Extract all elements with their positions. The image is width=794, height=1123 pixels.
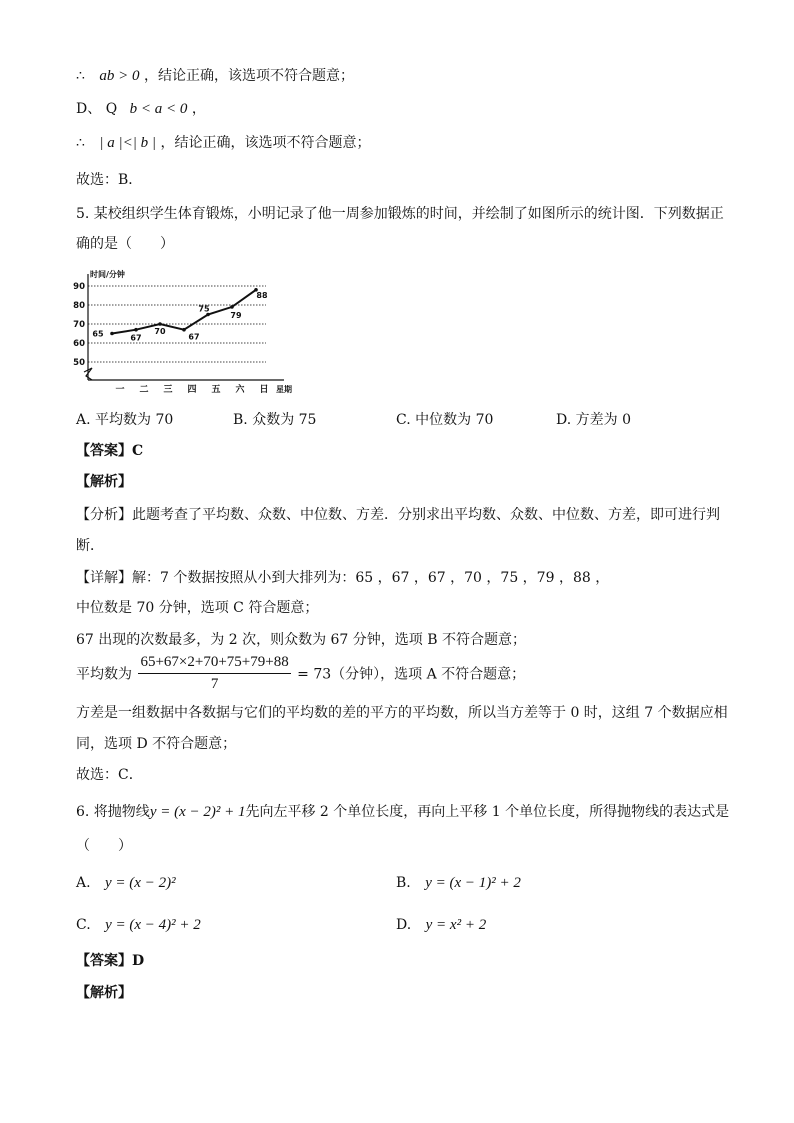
y-tick-label: 60: [73, 339, 85, 349]
x-axis-label: 星期: [276, 385, 292, 394]
option-expression: y = x² + 2: [425, 917, 487, 933]
q6-option-a: [76, 873, 176, 893]
data-label: 75: [198, 304, 210, 314]
fraction-denominator: 7: [210, 676, 219, 692]
data-label: 67: [188, 332, 200, 342]
chart-grid: [88, 286, 266, 362]
y-tick-label: 70: [73, 320, 85, 330]
q5-variance-2: 同，选项 D 不符合题意；: [76, 736, 237, 752]
x-tick-label: 六: [235, 385, 245, 395]
q5-variance-1: 方差是一组数据中各数据与它们的平均数的差的平方的平均数，所以当方差等于 0 时，这组 7 个数据应相: [76, 705, 728, 721]
line-text: ，结论正确，该选项不符合题意；: [143, 68, 354, 84]
exercise-time-line-chart: [70, 268, 310, 398]
y-tick-label: 80: [73, 301, 85, 311]
line-option-d: [76, 99, 206, 119]
q6-answer: 【答案】D: [76, 953, 145, 969]
q5-option-d: D. 方差为 0: [556, 412, 631, 428]
line-text: ，结论正确，该选项不符合题意；: [160, 135, 371, 151]
q5-detail-1: 【详解】解：7 个数据按照从小到大排列为：65 ，67 ，67 ，70 ，75 ，79 ，88 ，: [76, 570, 610, 586]
line-select-b: 故选：B．: [76, 172, 143, 188]
q6-option-d: [396, 915, 486, 935]
data-label: 88: [256, 290, 268, 300]
fraction-numerator: 65+67×2+70+75+79+88: [138, 654, 290, 674]
option-expression: y = (x − 1)² + 2: [425, 875, 521, 891]
option-expression: y = (x − 2)²: [105, 875, 176, 891]
q5-stem-2: 确的是（ ）: [76, 236, 174, 252]
option-label: D.: [396, 917, 412, 933]
q5-option-a: A. 平均数为 70: [76, 412, 174, 428]
because-symbol: Q: [105, 101, 118, 117]
line-ab-positive: [76, 66, 354, 86]
mean-suffix: = 73（分钟），选项 A 不符合题意；: [297, 666, 526, 683]
q5-mean-formula: [76, 654, 525, 693]
q6-stem-2: （ ）: [76, 838, 132, 854]
data-point: [110, 332, 114, 336]
math-abs: | a |<| b |: [99, 135, 156, 151]
q5-fenxi-1: 【分析】此题考查了平均数、众数、中位数、方差．分别求出平均数、众数、中位数、方差，即可进行判: [76, 507, 720, 523]
option-label: D、: [76, 101, 102, 117]
option-label: A.: [76, 875, 91, 891]
data-label: 65: [92, 329, 104, 339]
data-point: [230, 305, 234, 309]
option-label: B.: [396, 875, 411, 891]
y-axis-label: 时间/分钟: [90, 270, 125, 279]
q6-option-c: [76, 915, 201, 935]
chart-axes: [73, 269, 292, 395]
data-point: [134, 328, 138, 332]
q5-option-c: C. 中位数为 70: [396, 412, 494, 428]
y-tick-label: 90: [73, 282, 85, 292]
option-label: C.: [76, 917, 91, 933]
math-inequality: b < a < 0: [129, 101, 188, 117]
x-tick-label: 五: [211, 385, 221, 395]
x-tick-label: 二: [139, 385, 149, 395]
q5-stem-1: 5. 某校组织学生体育锻炼，小明记录了他一周参加锻炼的时间，并绘制了如图所示的统计图．下列数据正: [76, 206, 724, 222]
q6-analysis-heading: 【解析】: [76, 985, 132, 1001]
q6-stem-suffix: 先向左平移 2 个单位长度，再向上平移 1 个单位长度，所得抛物线的表达式是: [245, 804, 730, 820]
therefore-symbol: ∴: [76, 68, 85, 84]
line-abs: [76, 133, 370, 153]
q5-analysis-heading: 【解析】: [76, 474, 132, 490]
math-ab: ab > 0: [99, 68, 140, 84]
q5-option-b: B. 众数为 75: [233, 412, 317, 428]
line-text: ，: [191, 101, 206, 117]
data-point: [182, 328, 186, 332]
option-expression: y = (x − 4)² + 2: [105, 917, 201, 933]
q6-stem-prefix: 6. 将抛物线: [76, 804, 150, 820]
x-tick-label: 一: [115, 385, 125, 395]
therefore-symbol: ∴: [76, 135, 85, 151]
q5-fenxi-2: 断．: [76, 538, 104, 554]
y-tick-label: 50: [73, 358, 85, 368]
data-label: 70: [154, 327, 166, 336]
data-label: 79: [230, 310, 242, 320]
data-label: 67: [130, 333, 142, 343]
mean-prefix: 平均数为: [76, 666, 132, 683]
x-tick-label: 四: [187, 385, 197, 395]
q5-detail-3: 67 出现的次数最多，为 2 次，则众数为 67 分钟，选项 B 不符合题意；: [76, 632, 526, 648]
chart-series: [92, 288, 268, 343]
q5-select: 故选：C．: [76, 767, 143, 783]
q5-detail-2: 中位数是 70 分钟，选项 C 符合题意；: [76, 600, 319, 616]
q5-answer: 【答案】C: [76, 443, 144, 459]
x-tick-label: 三: [163, 385, 173, 395]
x-tick-label: 日: [259, 385, 269, 395]
q6-parabola: y = (x − 2)² + 1: [149, 804, 246, 820]
data-point: [158, 322, 162, 326]
q6-stem-1: [76, 802, 729, 822]
q6-option-b: [396, 873, 521, 893]
mean-fraction: [138, 654, 290, 693]
